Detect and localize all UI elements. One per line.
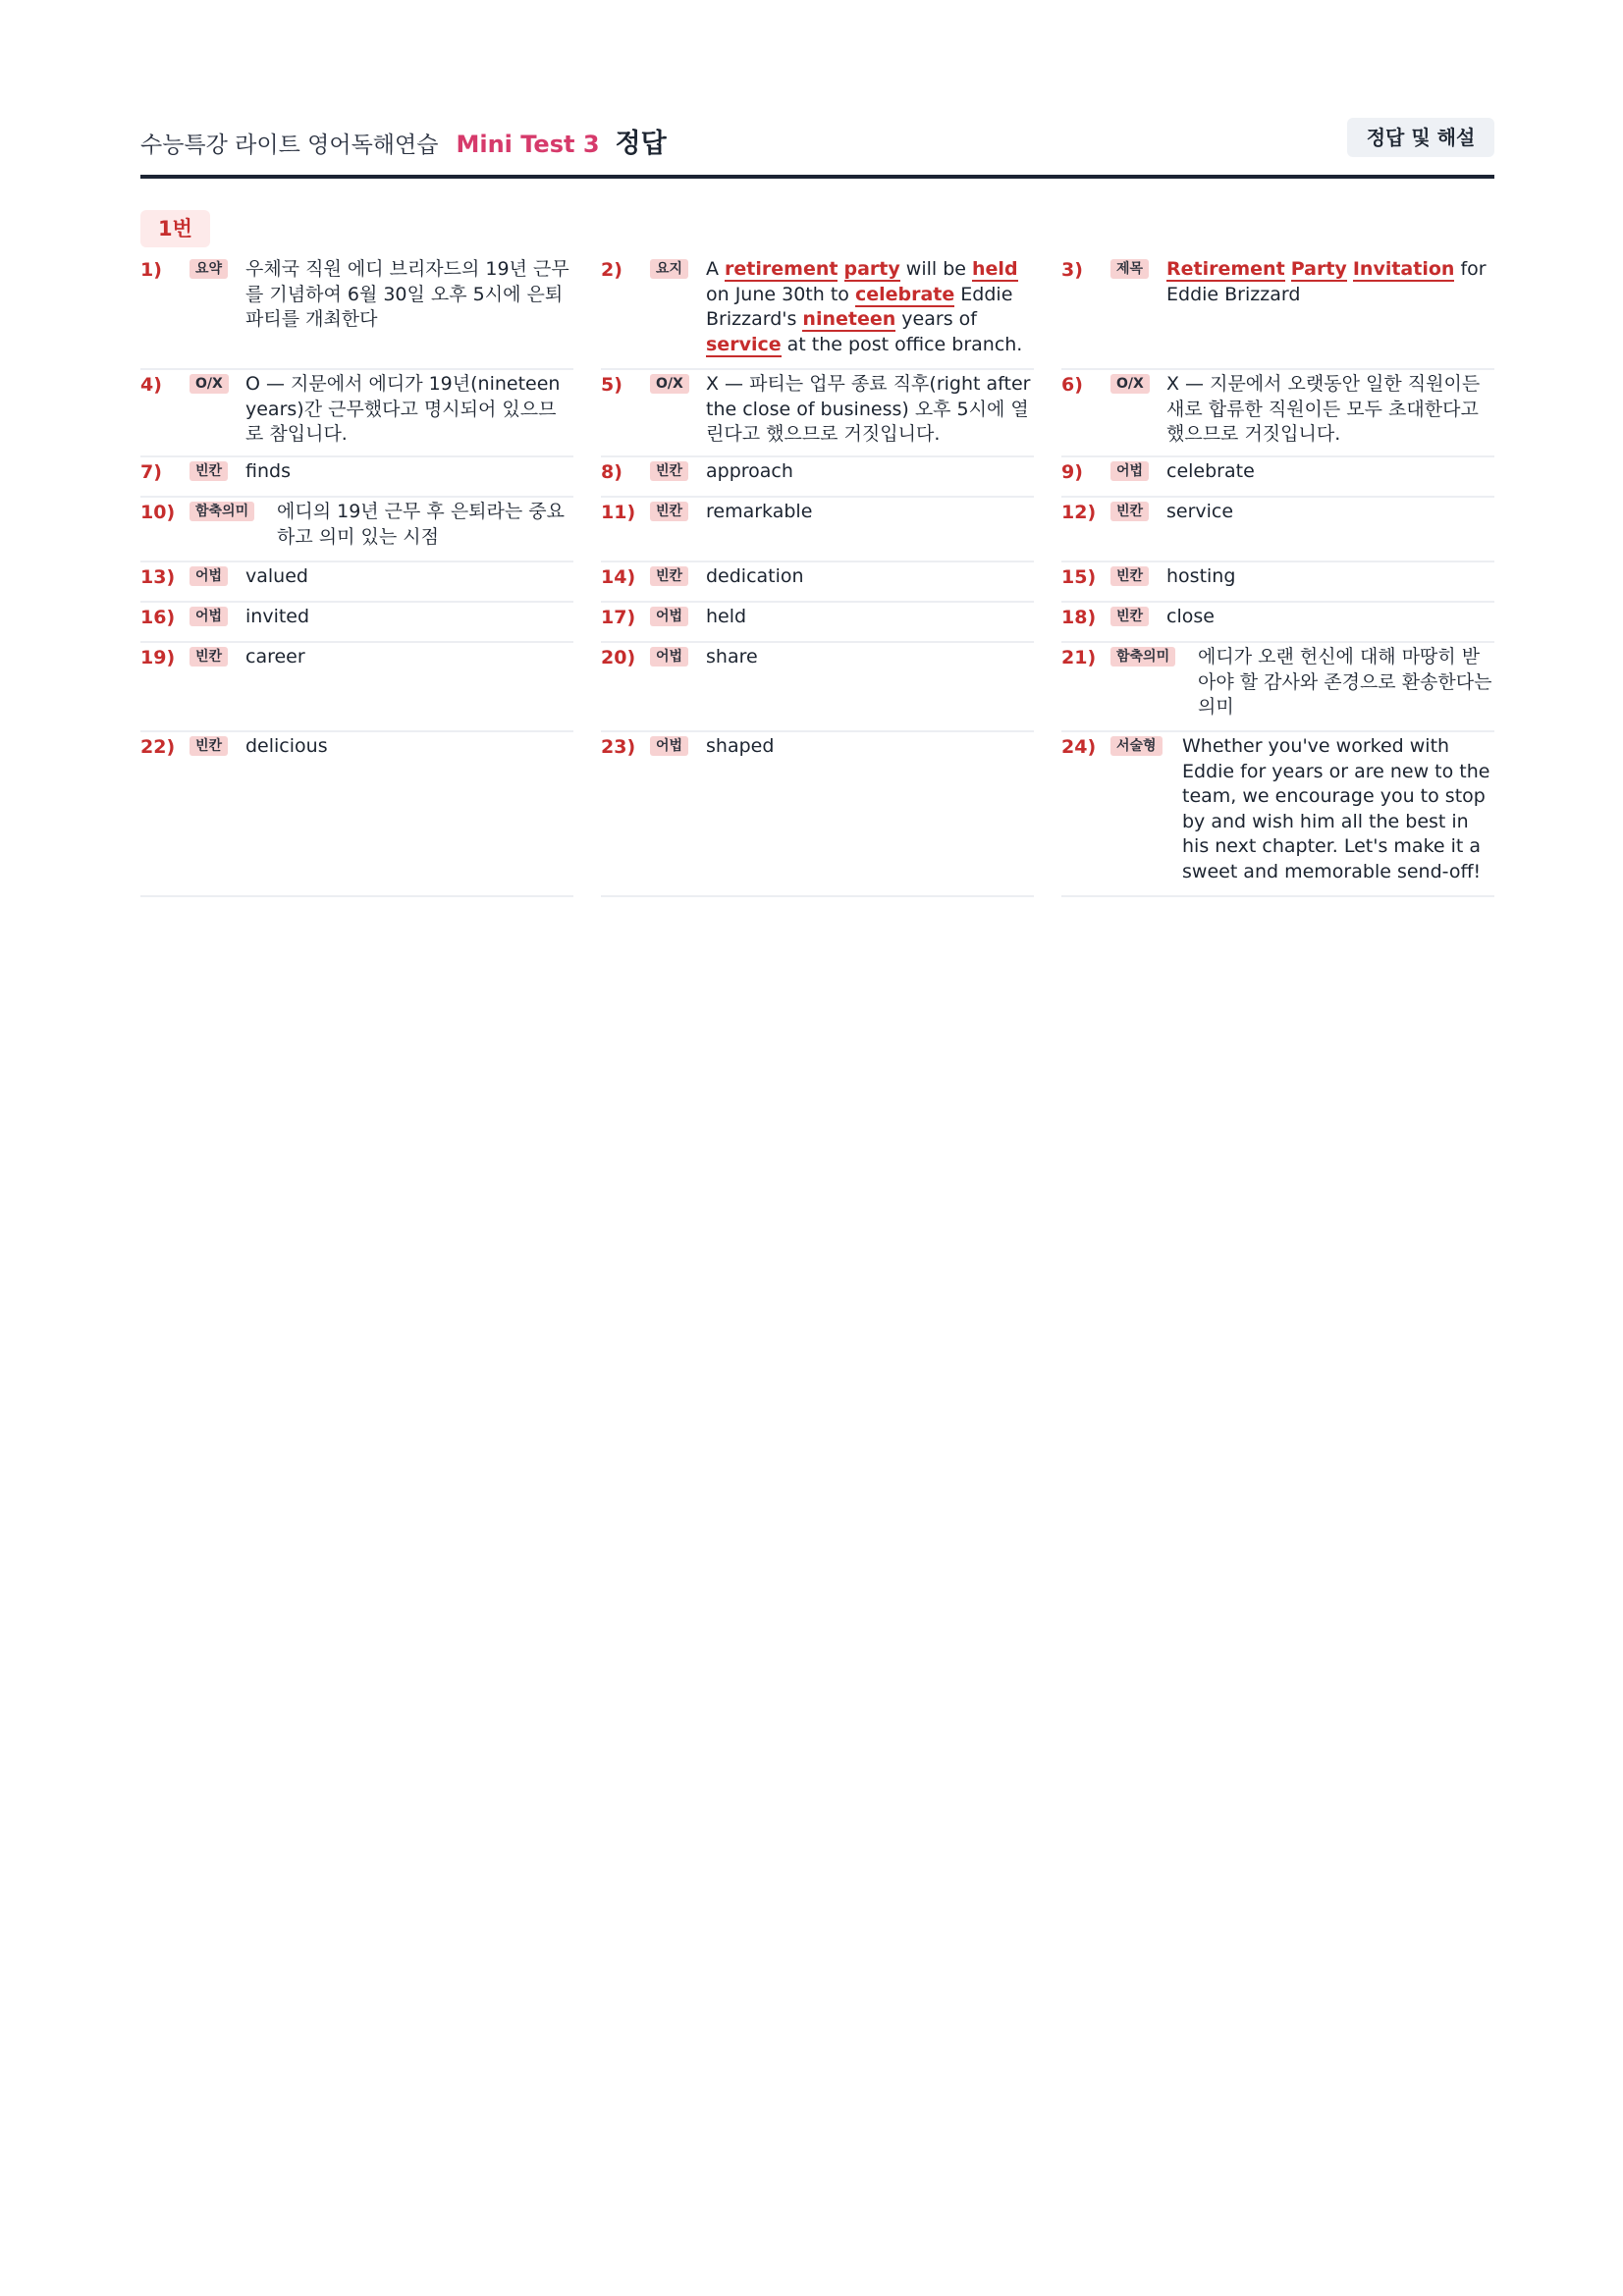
answer-number: 24) (1061, 736, 1097, 758)
answer-item (601, 603, 1034, 643)
answer-number: 20) (601, 647, 636, 668)
answer-fragment: at the post office branch. (781, 333, 1023, 355)
question-type-tag: 빈칸 (650, 461, 688, 481)
answer-item (140, 562, 573, 603)
answer-item (601, 643, 1034, 732)
answer-number: 17) (601, 607, 636, 628)
answer-number: 2) (601, 259, 622, 281)
page-header (140, 116, 1494, 175)
answer-text: invited (245, 606, 310, 627)
test-name: Mini Test 3 (456, 131, 600, 158)
answer-item (140, 732, 573, 897)
highlighted-keyword: held (972, 258, 1018, 280)
question-type-tag: 서술형 (1110, 736, 1163, 756)
answer-text: shaped (706, 735, 775, 757)
answer-number: 13) (140, 566, 176, 588)
answer-item (1061, 457, 1494, 498)
question-type-tag: 요지 (650, 259, 688, 279)
question-type-tag: 어법 (1110, 461, 1149, 481)
question-type-tag: 빈칸 (1110, 607, 1149, 626)
answer-fragment: will be (899, 258, 973, 280)
answer-label: 정답 (615, 129, 667, 159)
question-type-tag: 어법 (189, 566, 228, 586)
question-number-tag: 1번 (140, 210, 210, 247)
highlighted-keyword: Retirement (1166, 258, 1285, 280)
answer-fragment (1347, 258, 1353, 280)
answer-item (601, 732, 1034, 897)
question-type-tag: O/X (189, 374, 229, 394)
answer-number: 21) (1061, 647, 1097, 668)
answer-text: hosting (1166, 565, 1236, 587)
highlighted-keyword: Invitation (1352, 258, 1455, 280)
question-type-tag: 어법 (650, 607, 688, 626)
answer-text: X — 지문에서 오랫동안 일한 직원이든 새로 합류한 직원이든 모두 초대한다고 했으므로 거짓입니다. (1166, 373, 1481, 445)
answers-explanations-badge: 정답 및 해설 (1347, 118, 1494, 157)
question-type-tag: 어법 (650, 647, 688, 667)
answer-item (140, 255, 573, 370)
question-type-tag: 빈칸 (189, 736, 228, 756)
answer-item (1061, 498, 1494, 562)
answer-text: 에디의 19년 근무 후 은퇴라는 중요하고 의미 있는 시점 (277, 501, 565, 548)
answer-number: 4) (140, 374, 162, 396)
answer-item (601, 457, 1034, 498)
answer-text: Whether you've worked with Eddie for years or are new to the team, we encourage you to stop by and wish him all the best in his next chapter. Let's make it a sweet and memorable send-off! (1182, 735, 1490, 882)
answer-item (601, 498, 1034, 562)
answer-fragment (1285, 258, 1291, 280)
answer-number: 16) (140, 607, 176, 628)
answer-item (601, 255, 1034, 370)
answer-fragment (838, 258, 843, 280)
answer-item (1061, 255, 1494, 370)
answer-text: finds (245, 460, 291, 482)
header-divider (140, 175, 1494, 179)
question-type-tag: 제목 (1110, 259, 1149, 279)
answer-item (140, 498, 573, 562)
answer-fragment: Eddie Brizzard's (706, 283, 1013, 330)
answer-fragment: A (706, 258, 726, 280)
question-type-tag: 빈칸 (1110, 566, 1149, 586)
answer-number: 5) (601, 374, 622, 396)
answer-number: 14) (601, 566, 636, 588)
answer-item (1061, 643, 1494, 732)
answer-text: valued (245, 565, 308, 587)
answer-sheet-page (140, 116, 1494, 882)
question-type-tag: 빈칸 (650, 502, 688, 521)
answer-text: dedication (706, 565, 804, 587)
question-type-tag: 요약 (189, 259, 228, 279)
question-type-tag: 어법 (189, 607, 228, 626)
answer-number: 18) (1061, 607, 1097, 628)
answer-number: 12) (1061, 502, 1097, 523)
highlighted-keyword: service (706, 333, 782, 355)
answer-fragment: for Eddie Brizzard (1166, 258, 1487, 305)
answer-text: remarkable (706, 501, 813, 522)
answer-item (140, 603, 573, 643)
answer-fragment: years of (895, 308, 977, 330)
question-type-tag: 빈칸 (189, 647, 228, 667)
answer-number: 10) (140, 502, 176, 523)
answer-text: O — 지문에서 에디가 19년(nineteen years)간 근무했다고 명시되어 있으므로 참입니다. (245, 373, 561, 445)
question-type-tag: 빈칸 (1110, 502, 1149, 521)
highlighted-keyword: retirement (725, 258, 839, 280)
answer-number: 11) (601, 502, 636, 523)
answer-text: share (706, 646, 758, 667)
answer-number: 15) (1061, 566, 1097, 588)
answer-text: delicious (245, 735, 328, 757)
highlighted-keyword: party (843, 258, 900, 280)
header-title-group (140, 122, 667, 160)
answer-text: held (706, 606, 747, 627)
question-type-tag: 빈칸 (650, 566, 688, 586)
answer-text: career (245, 646, 305, 667)
answer-item (140, 457, 573, 498)
answer-text (706, 257, 1034, 357)
answer-number: 19) (140, 647, 176, 668)
answer-item (1061, 370, 1494, 457)
answer-text: celebrate (1166, 460, 1255, 482)
question-type-tag: O/X (1110, 374, 1150, 394)
highlighted-keyword: Party (1290, 258, 1347, 280)
question-type-tag: O/X (650, 374, 689, 394)
answer-number: 6) (1061, 374, 1083, 396)
answer-text: X — 파티는 업무 종료 직후(right after the close of business) 오후 5시에 열린다고 했으므로 거짓입니다. (706, 373, 1031, 445)
highlighted-keyword: nineteen (802, 308, 896, 330)
answer-number: 9) (1061, 461, 1083, 483)
answer-number: 22) (140, 736, 176, 758)
answer-text: 우체국 직원 에디 브리자드의 19년 근무를 기념하여 6월 30일 오후 5시에 은퇴 파티를 개최한다 (245, 258, 569, 330)
answer-number: 3) (1061, 259, 1083, 281)
answer-text: 에디가 오랜 헌신에 대해 마땅히 받아야 할 감사와 존경으로 환송한다는 의미 (1198, 646, 1492, 718)
answer-fragment: on June 30th to (706, 283, 855, 305)
answer-text: close (1166, 606, 1215, 627)
question-type-tag: 함축의미 (189, 502, 254, 521)
answer-number: 7) (140, 461, 162, 483)
answer-number: 8) (601, 461, 622, 483)
answer-text: approach (706, 460, 793, 482)
answer-item (140, 643, 573, 732)
highlighted-keyword: celebrate (854, 283, 955, 305)
answer-number: 1) (140, 259, 162, 281)
answer-item (1061, 603, 1494, 643)
book-title: 수능특강 라이트 영어독해연습 (140, 133, 439, 158)
answer-text (1166, 257, 1494, 307)
answer-item (601, 370, 1034, 457)
question-type-tag: 어법 (650, 736, 688, 756)
answer-item (140, 370, 573, 457)
answer-number: 23) (601, 736, 636, 758)
answer-text: service (1166, 501, 1234, 522)
answer-item (601, 562, 1034, 603)
question-type-tag: 함축의미 (1110, 647, 1175, 667)
answer-item (1061, 732, 1494, 897)
answer-item (1061, 562, 1494, 603)
question-type-tag: 빈칸 (189, 461, 228, 481)
